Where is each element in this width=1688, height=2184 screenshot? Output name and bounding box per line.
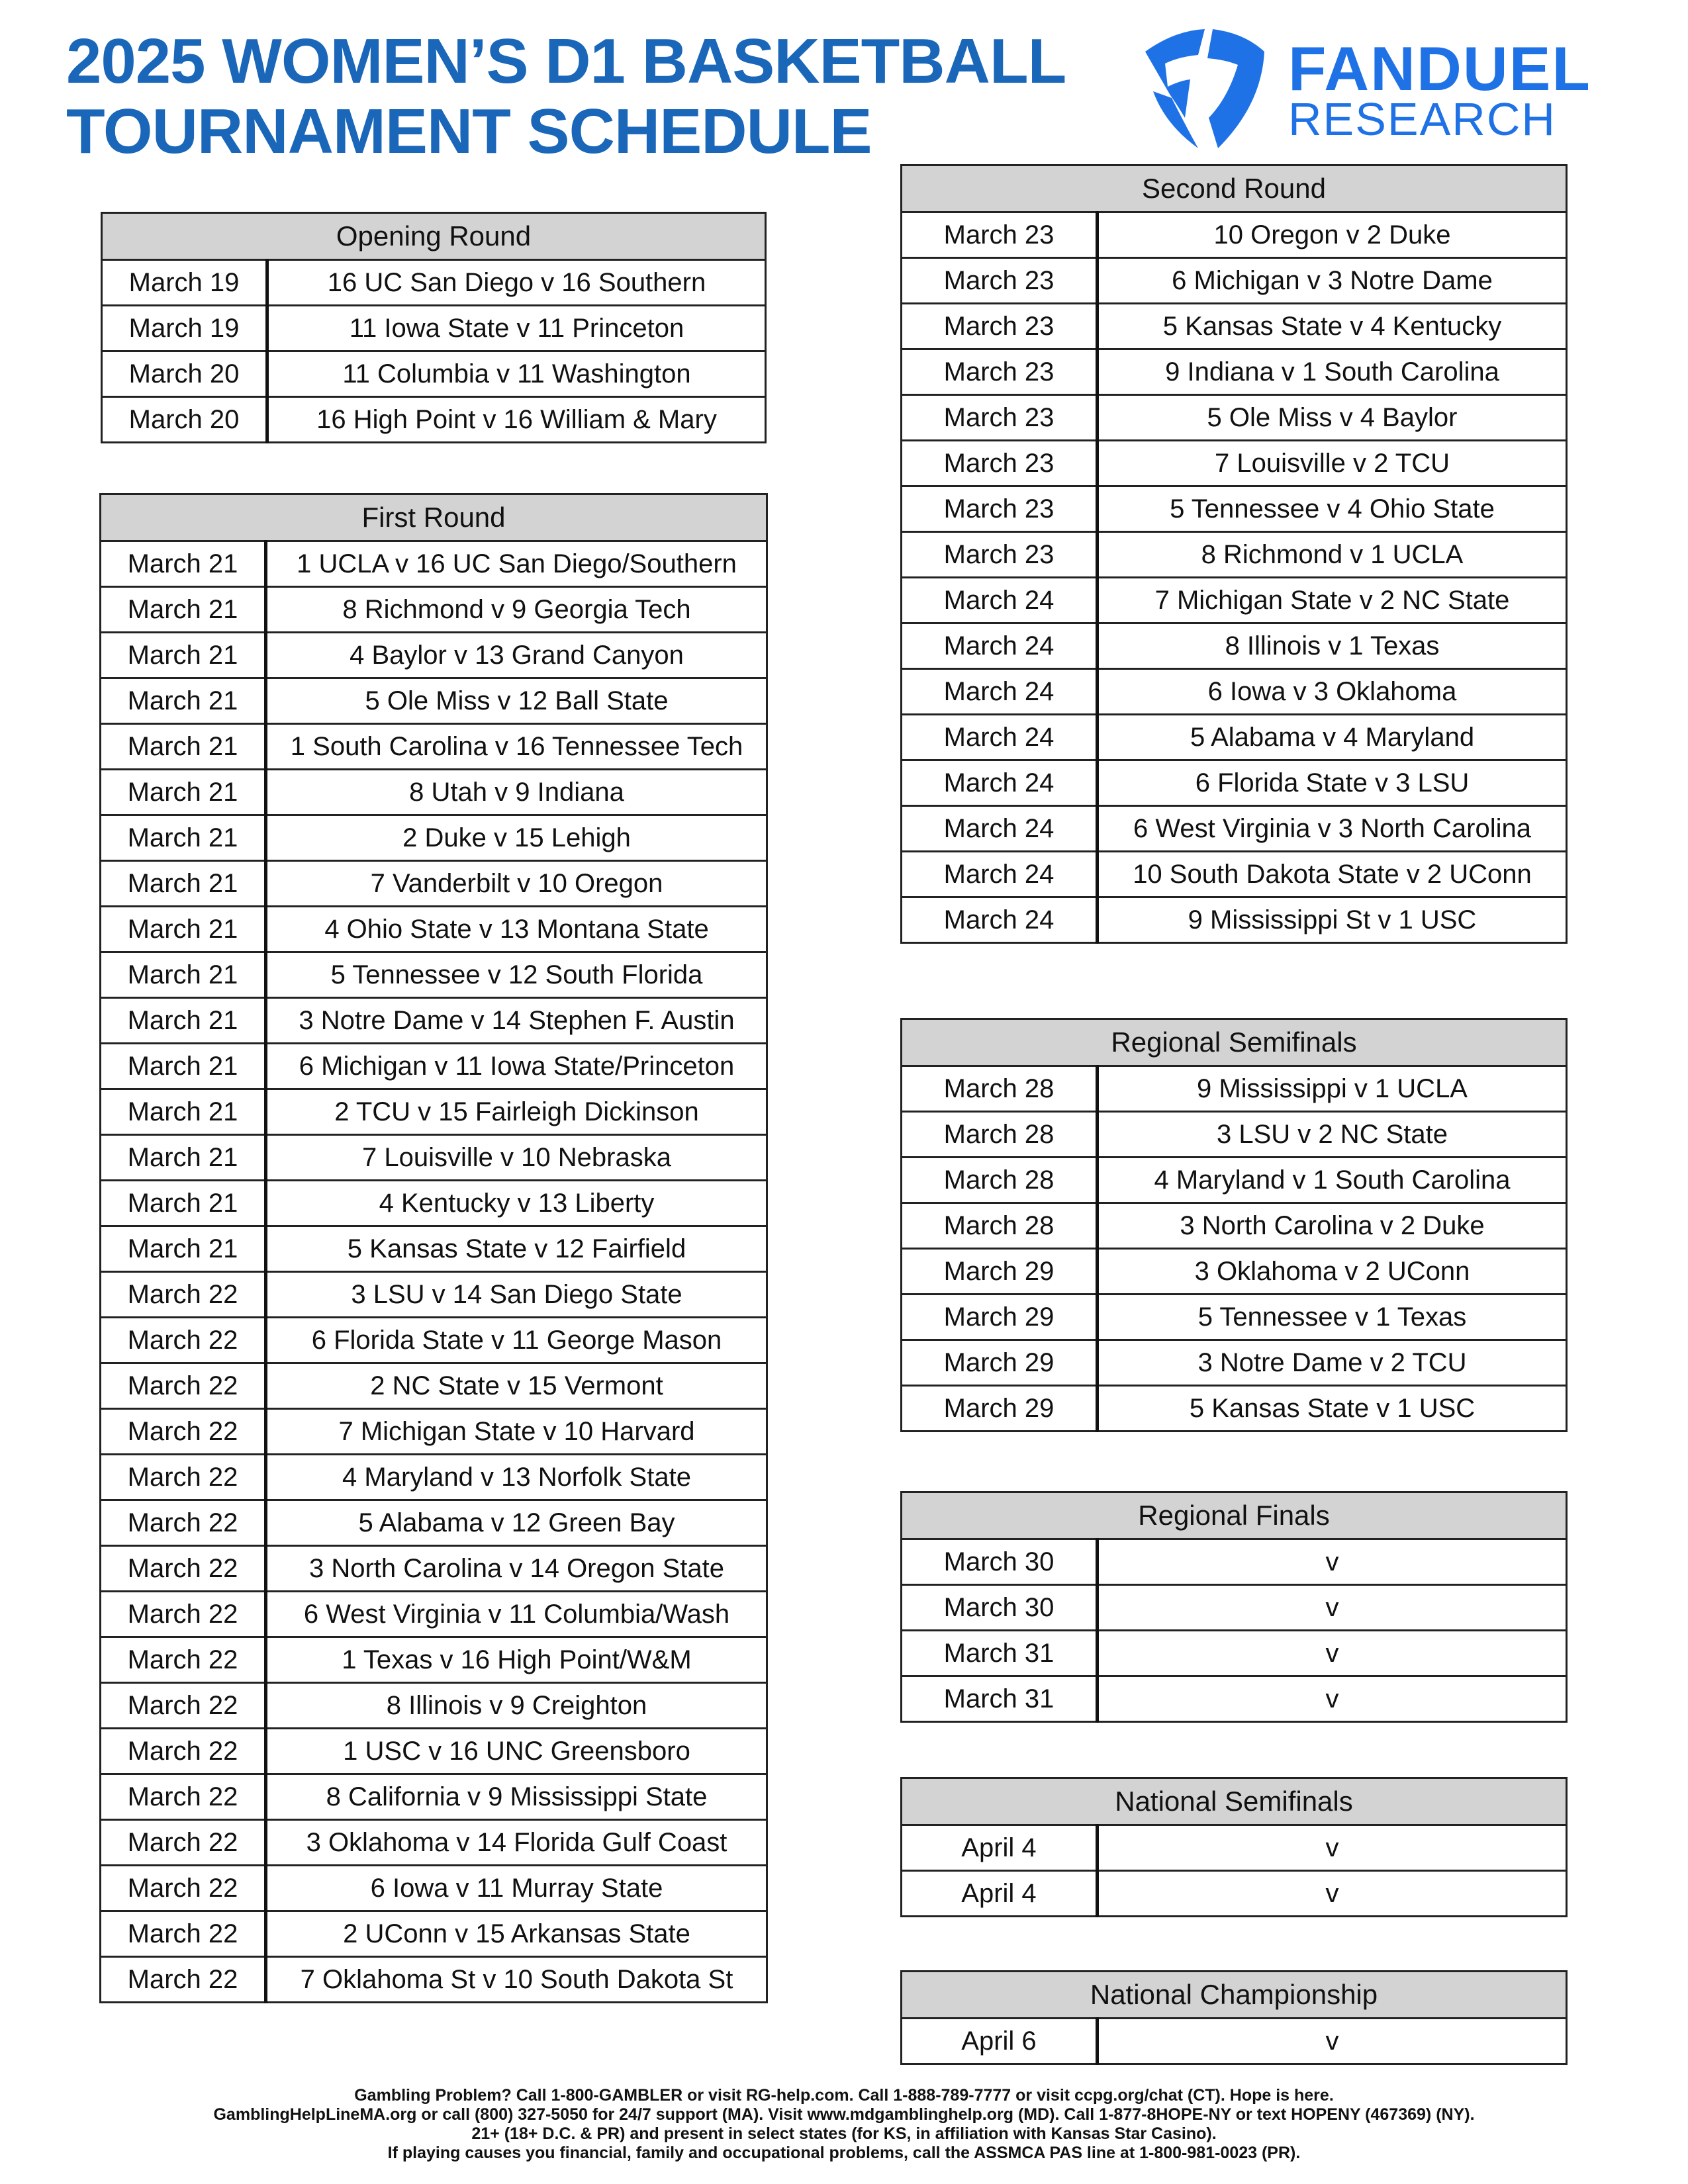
- game-row: [902, 1825, 1567, 1871]
- title-line-2: TOURNAMENT SCHEDULE: [66, 96, 872, 167]
- section-header-row: [902, 1972, 1567, 2019]
- game-row: [101, 1272, 767, 1318]
- section-header-row: [902, 1492, 1567, 1539]
- game-row: [102, 306, 766, 351]
- game-row: [101, 1774, 767, 1820]
- game-row: [902, 1631, 1567, 1676]
- footer-line-3: 21+ (18+ D.C. & PR) and present in select states (for KS, in affiliation with Kansas Star Casino).: [471, 2124, 1217, 2143]
- game-date: March 31: [902, 1676, 1098, 1722]
- game-date: March 24: [902, 578, 1098, 623]
- game-matchup: v: [1098, 1871, 1567, 1917]
- game-date: March 21: [101, 815, 266, 861]
- game-matchup: 6 Iowa v 11 Murray State: [266, 1866, 767, 1911]
- game-matchup: v: [1098, 1585, 1567, 1631]
- section-heading: First Round: [101, 494, 767, 541]
- game-matchup: 7 Vanderbilt v 10 Oregon: [266, 861, 767, 907]
- section-heading: Opening Round: [102, 213, 766, 260]
- game-date: March 22: [101, 1318, 266, 1363]
- game-date: March 22: [101, 1866, 266, 1911]
- game-matchup: 6 West Virginia v 3 North Carolina: [1098, 806, 1567, 852]
- game-row: [902, 806, 1567, 852]
- game-row: [101, 1181, 767, 1226]
- game-date: March 22: [101, 1957, 266, 2003]
- game-matchup: 9 Indiana v 1 South Carolina: [1098, 349, 1567, 395]
- game-matchup: 8 Utah v 9 Indiana: [266, 770, 767, 815]
- game-date: March 28: [902, 1112, 1098, 1158]
- game-matchup: 16 UC San Diego v 16 Southern: [267, 260, 766, 306]
- game-row: [902, 760, 1567, 806]
- section-header-row: [102, 213, 766, 260]
- game-matchup: v: [1098, 1825, 1567, 1871]
- first-round-table: [99, 493, 768, 2003]
- game-matchup: 7 Louisville v 2 TCU: [1098, 441, 1567, 486]
- game-date: March 22: [101, 1729, 266, 1774]
- fanduel-research-logo: [1139, 25, 1591, 151]
- game-row: [902, 1871, 1567, 1917]
- game-row: [902, 532, 1567, 578]
- game-matchup: 3 North Carolina v 2 Duke: [1098, 1203, 1567, 1249]
- game-row: [902, 212, 1567, 258]
- game-matchup: 6 Florida State v 11 George Mason: [266, 1318, 767, 1363]
- game-date: March 20: [102, 351, 267, 397]
- game-matchup: 5 Kansas State v 4 Kentucky: [1098, 304, 1567, 349]
- game-matchup: 11 Columbia v 11 Washington: [267, 351, 766, 397]
- game-matchup: 4 Ohio State v 13 Montana State: [266, 907, 767, 952]
- game-matchup: 2 TCU v 15 Fairleigh Dickinson: [266, 1089, 767, 1135]
- footer-line-2: GamblingHelpLineMA.org or call (800) 327-5050 for 24/7 support (MA). Visit www.mdgamblinghelp.org (MD). Call 1-877-8HOPE-NY or text HOPENY (467369) (NY).: [213, 2105, 1475, 2124]
- game-date: March 29: [902, 1386, 1098, 1432]
- game-date: March 21: [101, 587, 266, 633]
- game-date: March 21: [101, 952, 266, 998]
- game-row: [902, 1585, 1567, 1631]
- game-matchup: 1 UCLA v 16 UC San Diego/Southern: [266, 541, 767, 587]
- game-matchup: 11 Iowa State v 11 Princeton: [267, 306, 766, 351]
- section-header-row: [902, 1778, 1567, 1825]
- game-date: March 22: [101, 1637, 266, 1683]
- game-row: [101, 1318, 767, 1363]
- regional-semifinals-table: [900, 1018, 1568, 1432]
- game-matchup: 4 Kentucky v 13 Liberty: [266, 1181, 767, 1226]
- game-row: [101, 541, 767, 587]
- game-row: [902, 1295, 1567, 1340]
- game-matchup: 1 South Carolina v 16 Tennessee Tech: [266, 724, 767, 770]
- game-date: March 22: [101, 1774, 266, 1820]
- game-date: March 23: [902, 212, 1098, 258]
- game-row: [102, 351, 766, 397]
- game-row: [902, 1676, 1567, 1722]
- game-date: March 22: [101, 1500, 266, 1546]
- game-row: [101, 1957, 767, 2003]
- game-date: March 22: [101, 1272, 266, 1318]
- game-date: March 23: [902, 441, 1098, 486]
- game-matchup: 8 California v 9 Mississippi State: [266, 1774, 767, 1820]
- game-matchup: 3 Notre Dame v 14 Stephen F. Austin: [266, 998, 767, 1044]
- section-heading: National Championship: [902, 1972, 1567, 2019]
- game-matchup: v: [1098, 1539, 1567, 1585]
- game-date: March 19: [102, 306, 267, 351]
- game-matchup: 6 Michigan v 11 Iowa State/Princeton: [266, 1044, 767, 1089]
- game-matchup: 2 NC State v 15 Vermont: [266, 1363, 767, 1409]
- second-round-table: [900, 164, 1568, 944]
- game-date: March 24: [902, 623, 1098, 669]
- game-row: [902, 486, 1567, 532]
- game-row: [101, 952, 767, 998]
- game-matchup: 2 UConn v 15 Arkansas State: [266, 1911, 767, 1957]
- game-row: [902, 1340, 1567, 1386]
- regional-finals-table: [900, 1491, 1568, 1723]
- game-matchup: 5 Alabama v 4 Maryland: [1098, 715, 1567, 760]
- page-title: [66, 26, 1066, 167]
- game-date: March 22: [101, 1820, 266, 1866]
- game-date: March 22: [101, 1455, 266, 1500]
- game-row: [101, 1089, 767, 1135]
- game-date: March 24: [902, 669, 1098, 715]
- game-matchup: 4 Baylor v 13 Grand Canyon: [266, 633, 767, 678]
- section-header-row: [902, 1019, 1567, 1066]
- game-row: [101, 1135, 767, 1181]
- game-date: March 24: [902, 897, 1098, 943]
- game-matchup: 4 Maryland v 13 Norfolk State: [266, 1455, 767, 1500]
- section-heading: Regional Semifinals: [902, 1019, 1567, 1066]
- footer-line-1: Gambling Problem? Call 1-800-GAMBLER or visit RG-help.com. Call 1-888-789-7777 or visit ccpg.org/chat (CT). Hope is here.: [354, 2086, 1334, 2105]
- game-matchup: 6 West Virginia v 11 Columbia/Wash: [266, 1592, 767, 1637]
- game-row: [102, 397, 766, 443]
- game-row: [902, 852, 1567, 897]
- game-date: March 21: [101, 1226, 266, 1272]
- game-row: [902, 578, 1567, 623]
- game-row: [101, 587, 767, 633]
- game-matchup: 3 North Carolina v 14 Oregon State: [266, 1546, 767, 1592]
- title-line-1: 2025 WOMEN’S D1 BASKETBALL: [66, 26, 1066, 97]
- national-championship-table: [900, 1970, 1568, 2065]
- game-row: [101, 1409, 767, 1455]
- game-row: [902, 1158, 1567, 1203]
- game-matchup: 7 Louisville v 10 Nebraska: [266, 1135, 767, 1181]
- game-matchup: 3 Oklahoma v 14 Florida Gulf Coast: [266, 1820, 767, 1866]
- game-date: April 6: [902, 2019, 1098, 2064]
- game-row: [902, 395, 1567, 441]
- game-date: March 22: [101, 1546, 266, 1592]
- game-row: [102, 260, 766, 306]
- game-matchup: 5 Tennessee v 12 South Florida: [266, 952, 767, 998]
- game-row: [101, 1500, 767, 1546]
- game-matchup: 3 Oklahoma v 2 UConn: [1098, 1249, 1567, 1295]
- game-row: [101, 1820, 767, 1866]
- game-date: March 31: [902, 1631, 1098, 1676]
- national-semifinals-table: [900, 1777, 1568, 1917]
- game-matchup: 6 Michigan v 3 Notre Dame: [1098, 258, 1567, 304]
- game-date: March 23: [902, 532, 1098, 578]
- game-date: April 4: [902, 1871, 1098, 1917]
- game-row: [902, 1066, 1567, 1112]
- game-row: [101, 678, 767, 724]
- game-row: [101, 1866, 767, 1911]
- game-matchup: 3 LSU v 2 NC State: [1098, 1112, 1567, 1158]
- game-matchup: 5 Kansas State v 1 USC: [1098, 1386, 1567, 1432]
- game-matchup: 2 Duke v 15 Lehigh: [266, 815, 767, 861]
- game-date: March 21: [101, 1089, 266, 1135]
- game-date: March 21: [101, 633, 266, 678]
- game-date: March 23: [902, 349, 1098, 395]
- opening-round-table: [101, 212, 767, 443]
- game-row: [101, 724, 767, 770]
- game-row: [101, 1455, 767, 1500]
- game-matchup: 5 Tennessee v 4 Ohio State: [1098, 486, 1567, 532]
- fanduel-shield-icon: [1139, 25, 1271, 151]
- game-row: [902, 1386, 1567, 1432]
- game-matchup: 3 LSU v 14 San Diego State: [266, 1272, 767, 1318]
- game-row: [902, 623, 1567, 669]
- game-date: April 4: [902, 1825, 1098, 1871]
- section-heading: Regional Finals: [902, 1492, 1567, 1539]
- game-date: March 23: [902, 304, 1098, 349]
- game-date: March 21: [101, 1135, 266, 1181]
- game-date: March 21: [101, 861, 266, 907]
- game-matchup: 3 Notre Dame v 2 TCU: [1098, 1340, 1567, 1386]
- responsible-gambling-footer: [0, 2086, 1688, 2163]
- game-row: [101, 633, 767, 678]
- game-date: March 22: [101, 1409, 266, 1455]
- game-row: [902, 897, 1567, 943]
- game-date: March 22: [101, 1683, 266, 1729]
- section-header-row: [902, 165, 1567, 212]
- game-row: [101, 1683, 767, 1729]
- logo-subtitle: RESEARCH: [1288, 93, 1556, 145]
- game-row: [101, 998, 767, 1044]
- game-date: March 20: [102, 397, 267, 443]
- game-row: [101, 1044, 767, 1089]
- game-date: March 19: [102, 260, 267, 306]
- game-row: [902, 304, 1567, 349]
- game-date: March 28: [902, 1066, 1098, 1112]
- game-matchup: v: [1098, 1676, 1567, 1722]
- game-matchup: 4 Maryland v 1 South Carolina: [1098, 1158, 1567, 1203]
- game-row: [902, 1112, 1567, 1158]
- game-row: [101, 770, 767, 815]
- game-matchup: 8 Richmond v 1 UCLA: [1098, 532, 1567, 578]
- game-row: [101, 1546, 767, 1592]
- section-heading: National Semifinals: [902, 1778, 1567, 1825]
- game-date: March 21: [101, 770, 266, 815]
- game-date: March 21: [101, 724, 266, 770]
- game-row: [902, 1249, 1567, 1295]
- game-date: March 29: [902, 1340, 1098, 1386]
- game-date: March 22: [101, 1363, 266, 1409]
- game-matchup: 10 Oregon v 2 Duke: [1098, 212, 1567, 258]
- game-date: March 21: [101, 907, 266, 952]
- game-date: March 21: [101, 678, 266, 724]
- game-matchup: 8 Illinois v 9 Creighton: [266, 1683, 767, 1729]
- game-matchup: 7 Oklahoma St v 10 South Dakota St: [266, 1957, 767, 2003]
- game-row: [902, 1539, 1567, 1585]
- game-date: March 28: [902, 1203, 1098, 1249]
- game-date: March 28: [902, 1158, 1098, 1203]
- game-date: March 22: [101, 1592, 266, 1637]
- game-row: [902, 2019, 1567, 2064]
- game-row: [101, 815, 767, 861]
- section-header-row: [101, 494, 767, 541]
- game-matchup: 5 Kansas State v 12 Fairfield: [266, 1226, 767, 1272]
- game-row: [902, 258, 1567, 304]
- game-date: March 29: [902, 1295, 1098, 1340]
- game-row: [101, 1363, 767, 1409]
- game-date: March 24: [902, 760, 1098, 806]
- game-row: [101, 1911, 767, 1957]
- game-matchup: 6 Iowa v 3 Oklahoma: [1098, 669, 1567, 715]
- game-matchup: v: [1098, 2019, 1567, 2064]
- game-date: March 22: [101, 1911, 266, 1957]
- game-date: March 23: [902, 395, 1098, 441]
- game-matchup: 9 Mississippi St v 1 USC: [1098, 897, 1567, 943]
- game-date: March 21: [101, 1181, 266, 1226]
- game-row: [101, 907, 767, 952]
- game-matchup: v: [1098, 1631, 1567, 1676]
- game-matchup: 7 Michigan State v 2 NC State: [1098, 578, 1567, 623]
- section-heading: Second Round: [902, 165, 1567, 212]
- game-matchup: 5 Alabama v 12 Green Bay: [266, 1500, 767, 1546]
- game-matchup: 8 Richmond v 9 Georgia Tech: [266, 587, 767, 633]
- game-matchup: 16 High Point v 16 William & Mary: [267, 397, 766, 443]
- game-matchup: 9 Mississippi v 1 UCLA: [1098, 1066, 1567, 1112]
- game-matchup: 5 Ole Miss v 12 Ball State: [266, 678, 767, 724]
- game-date: March 24: [902, 806, 1098, 852]
- game-matchup: 1 Texas v 16 High Point/W&M: [266, 1637, 767, 1683]
- game-row: [101, 861, 767, 907]
- game-date: March 24: [902, 852, 1098, 897]
- game-matchup: 1 USC v 16 UNC Greensboro: [266, 1729, 767, 1774]
- game-matchup: 8 Illinois v 1 Texas: [1098, 623, 1567, 669]
- game-matchup: 10 South Dakota State v 2 UConn: [1098, 852, 1567, 897]
- game-matchup: 6 Florida State v 3 LSU: [1098, 760, 1567, 806]
- game-row: [902, 1203, 1567, 1249]
- game-date: March 30: [902, 1539, 1098, 1585]
- game-date: March 29: [902, 1249, 1098, 1295]
- game-matchup: 5 Tennessee v 1 Texas: [1098, 1295, 1567, 1340]
- game-matchup: 7 Michigan State v 10 Harvard: [266, 1409, 767, 1455]
- game-date: March 30: [902, 1585, 1098, 1631]
- game-date: March 21: [101, 998, 266, 1044]
- game-row: [902, 669, 1567, 715]
- game-row: [101, 1226, 767, 1272]
- game-row: [101, 1592, 767, 1637]
- game-date: March 21: [101, 1044, 266, 1089]
- game-date: March 23: [902, 486, 1098, 532]
- logo-brand: FANDUEL: [1288, 34, 1591, 103]
- game-date: March 23: [902, 258, 1098, 304]
- game-matchup: 5 Ole Miss v 4 Baylor: [1098, 395, 1567, 441]
- game-row: [902, 715, 1567, 760]
- game-row: [902, 349, 1567, 395]
- game-date: March 21: [101, 541, 266, 587]
- game-row: [101, 1729, 767, 1774]
- game-date: March 24: [902, 715, 1098, 760]
- game-row: [902, 441, 1567, 486]
- footer-line-4: If playing causes you financial, family and occupational problems, call the ASSMCA PAS line at 1-800-981-0023 (PR).: [387, 2144, 1301, 2162]
- game-row: [101, 1637, 767, 1683]
